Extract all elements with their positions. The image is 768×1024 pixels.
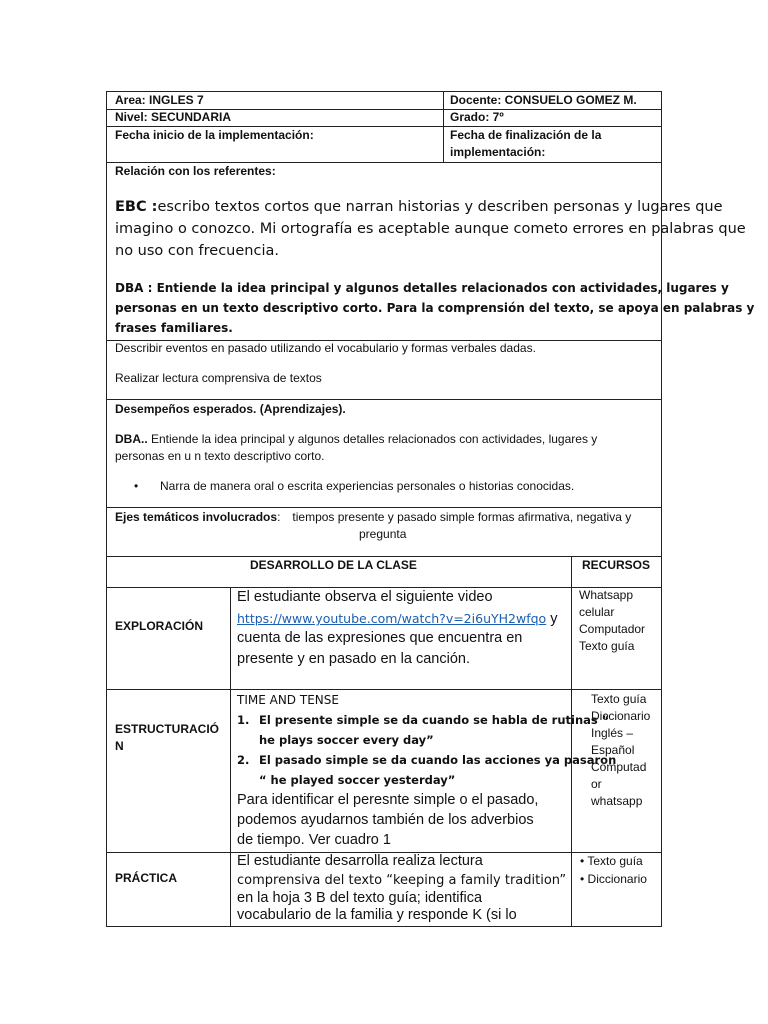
practica-label: PRÁCTICA xyxy=(115,871,177,885)
desempenos-bullet: Narra de manera oral o escrita experiencias personales o historias conocidas. xyxy=(160,479,575,493)
item2-line2: “ he played soccer yesterday” xyxy=(259,773,456,787)
dba-ref-line1 xyxy=(115,278,729,298)
desempenos-dba-text-1: Entiende la idea principal y algunos detalles relacionados con actividades, lugares y xyxy=(151,432,598,446)
bullet-icon: • xyxy=(580,872,585,886)
recurso-item: Diccionario xyxy=(591,709,651,723)
exploracion-line2 xyxy=(237,608,557,630)
recurso-item: celular xyxy=(579,605,615,619)
item1-text-1: El presente simple se da cuando se habla de rutinas “ xyxy=(259,713,610,727)
practica-line3: en la hoja 3 B del texto guía; identifica xyxy=(237,890,483,906)
exploracion-line4: presente y en pasado en la canción. xyxy=(237,651,470,667)
item2-number: 2. xyxy=(237,753,250,767)
objetivo-2: Realizar lectura comprensiva de textos xyxy=(115,371,322,385)
recurso-item: Español xyxy=(591,743,635,757)
ejes-line2: pregunta xyxy=(359,527,407,541)
recurso-text: Diccionario xyxy=(587,872,647,886)
recurso-item: or xyxy=(591,777,602,791)
exploracion-label: EXPLORACIÓN xyxy=(115,619,204,633)
ejes-text-1: tiempos presente y pasado simple formas afirmativa, negativa y xyxy=(292,510,632,524)
ejes-colon: : xyxy=(277,510,281,524)
recurso-item: Inglés – xyxy=(591,726,634,740)
desarrollo-header: DESARROLLO DE LA CLASE xyxy=(250,558,417,572)
referentes-title: Relación con los referentes: xyxy=(115,164,276,178)
ejes-label: Ejes temáticos involucrados xyxy=(115,510,278,524)
practica-recursos xyxy=(580,852,647,888)
item1-number: 1. xyxy=(237,713,250,727)
practica-line2: comprensiva del texto “keeping a family tradition” xyxy=(237,873,567,888)
ebc-line2: imagino o conozco. Mi ortografía es aceptable aunque cometo errores en palabras que xyxy=(115,221,746,237)
estructuracion-recursos xyxy=(591,691,650,810)
bullet-icon: • xyxy=(134,479,139,493)
exploracion-line3: cuenta de las expresiones que encuentra en xyxy=(237,630,523,646)
ebc-line1 xyxy=(115,196,723,218)
exploracion-after-link: y xyxy=(546,611,558,627)
ejes-line1 xyxy=(115,509,631,526)
time-tense-title: TIME AND TENSE xyxy=(237,693,339,707)
item2-text-1: El pasado simple se da cuando las acciones ya pasaron xyxy=(259,753,617,767)
recurso-item: Whatsapp xyxy=(579,588,634,602)
practica-line4: vocabulario de la familia y responde K (si lo xyxy=(237,907,517,923)
objetivo-1: Describir eventos en pasado utilizando el vocabulario y formas verbales dadas. xyxy=(115,341,536,355)
grado-label: Grado: 7º xyxy=(450,110,504,124)
dba-ref-text-1: Entiende la idea principal y algunos detalles relacionados con actividades, lugares y xyxy=(156,281,729,295)
youtube-link[interactable]: https://www.youtube.com/watch?v=2i6uYH2wfqo xyxy=(237,611,547,626)
dba-ref-line2: personas en un texto descriptivo corto. Para la comprensión del texto, se apoya en palabras y xyxy=(115,301,755,315)
exploracion-line1: El estudiante observa el siguiente video xyxy=(237,589,493,605)
desempenos-dba-label: DBA.. xyxy=(115,432,151,446)
recursos-header: RECURSOS xyxy=(582,558,651,572)
dba-ref-line3: frases familiares. xyxy=(115,321,233,335)
ebc-line3: no uso con frecuencia. xyxy=(115,243,279,259)
desempenos-dba-line1 xyxy=(115,431,597,448)
area-label: Area: INGLES 7 xyxy=(115,93,204,107)
exploracion-recursos xyxy=(579,587,645,655)
dba-ref-label: DBA : xyxy=(115,281,157,295)
recurso-item: Computad xyxy=(591,760,647,774)
item1-line2: he plays soccer every day” xyxy=(259,733,434,747)
practica-line1: El estudiante desarrolla realiza lectura xyxy=(237,853,483,869)
desempenos-title: Desempeños esperados. (Aprendizajes). xyxy=(115,402,346,416)
estructuracion-para-2: podemos ayudarnos también de los adverbios xyxy=(237,812,534,828)
nivel-label: Nivel: SECUNDARIA xyxy=(115,110,232,124)
fecha-fin-label-line2: implementación: xyxy=(450,145,546,159)
docente-label: Docente: CONSUELO GOMEZ M. xyxy=(450,93,637,107)
ebc-text-1: escribo textos cortos que narran historias y describen personas y lugares que xyxy=(157,199,723,215)
estructuracion-label-line1: ESTRUCTURACIÓ xyxy=(115,722,219,736)
recurso-text: Texto guía xyxy=(587,854,643,868)
item1-line1 xyxy=(237,711,609,729)
fecha-inicio-label: Fecha inicio de la implementación: xyxy=(115,128,314,142)
ebc-label: EBC : xyxy=(115,199,158,215)
recurso-item: Texto guía xyxy=(591,692,647,706)
recurso-item xyxy=(580,852,647,870)
item2-line1 xyxy=(237,751,616,769)
recurso-item: Texto guía xyxy=(579,639,635,653)
bullet-icon: • xyxy=(580,854,585,868)
fecha-fin-label-line1: Fecha de finalización de la xyxy=(450,128,602,142)
recurso-item xyxy=(580,870,647,888)
recurso-item: Computador xyxy=(579,622,646,636)
estructuracion-para-3: de tiempo. Ver cuadro 1 xyxy=(237,832,391,848)
estructuracion-label-line2: N xyxy=(115,739,124,753)
estructuracion-para-1: Para identificar el peresnte simple o el pasado, xyxy=(237,792,539,808)
recurso-item: whatsapp xyxy=(591,794,643,808)
desempenos-dba-line2: personas en u n texto descriptivo corto. xyxy=(115,449,325,463)
